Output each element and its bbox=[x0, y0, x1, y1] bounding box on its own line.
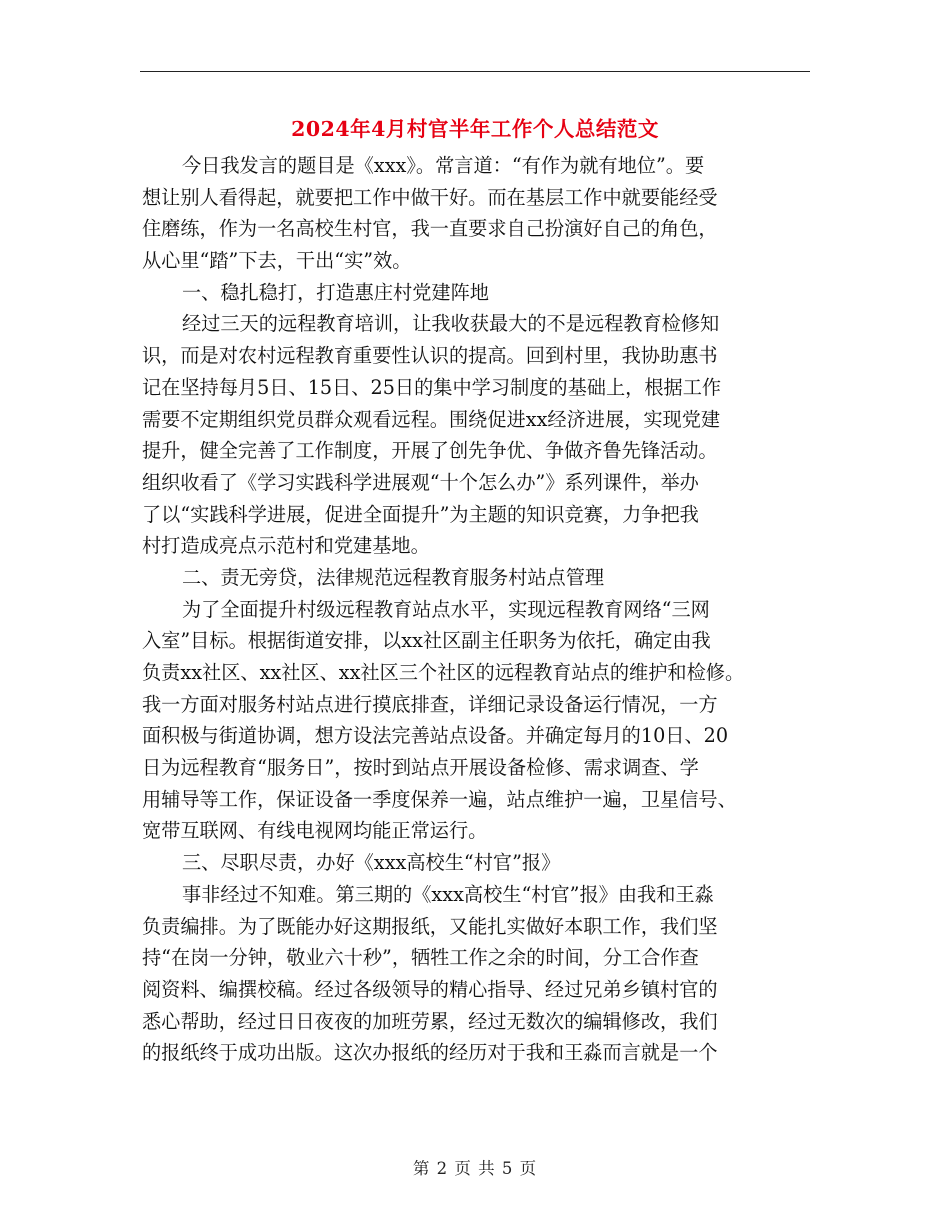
body-line: 组织收看了《学习实践科学进展观“十个怎么办”》系列课件，举办 bbox=[142, 470, 699, 494]
section-heading-3: 三、尽职尽责，办好《xxx高校生“村官”报》 bbox=[182, 851, 561, 875]
body-line: 我一方面对服务村站点进行摸底排查，详细记录设备运行情况，一方 bbox=[142, 692, 718, 716]
page-footer: 第 2 页 共 5 页 bbox=[412, 1159, 538, 1178]
body-line: 用辅导等工作，保证设备一季度保养一遍，站点维护一遍，卫星信号、 bbox=[142, 787, 737, 811]
body-line: 想让别人看得起，就要把工作中做干好。而在基层工作中就要能经受 bbox=[142, 185, 718, 209]
body-line: 了以“实践科学进展，促进全面提升”为主题的知识竞赛，力争把我 bbox=[142, 502, 699, 526]
body-line: 面积极与街道协调，想方设法完善站点设备。并确定每月的10日、20 bbox=[142, 724, 729, 748]
body-line: 经过三天的远程教育培训，让我收获最大的不是远程教育检修知 bbox=[182, 312, 720, 336]
body-line: 识，而是对农村远程教育重要性认识的提高。回到村里，我协助惠书 bbox=[142, 344, 718, 368]
document-body bbox=[142, 150, 812, 1069]
document-title: 2024年4月村官半年工作个人总结范文 bbox=[291, 117, 659, 141]
body-line: 今日我发言的题目是《xxx》。常言道：“有作为就有地位”。要 bbox=[182, 154, 705, 177]
body-line: 持“在岗一分钟，敬业六十秒”，牺牲工作之余的时间，分工合作查 bbox=[142, 946, 699, 970]
body-line: 阅资料、编撰校稿。经过各级领导的精心指导、经过兄弟乡镇村官的 bbox=[142, 977, 718, 1001]
body-line: 事非经过不知难。第三期的《xxx高校生“村官”报》由我和王淼 bbox=[182, 882, 714, 906]
body-line: 从心里“踏”下去，干出“实”效。 bbox=[142, 249, 412, 273]
body-line: 负责编排。为了既能办好这期报纸，又能扎实做好本职工作，我们坚 bbox=[142, 914, 718, 938]
body-line: 的报纸终于成功出版。这次办报纸的经历对于我和王淼而言就是一个 bbox=[142, 1041, 718, 1065]
body-line: 记在坚持每月5日、15日、25日的集中学习制度的基础上，根据工作 bbox=[142, 375, 722, 399]
header-rule bbox=[140, 71, 810, 72]
body-line: 住磨练，作为一名高校生村官，我一直要求自己扮演好自己的角色， bbox=[142, 217, 718, 241]
section-heading-1: 一、稳扎稳打，打造惠庄村党建阵地 bbox=[182, 280, 489, 304]
body-line: 为了全面提升村级远程教育站点水平，实现远程教育网络“三网 bbox=[182, 597, 710, 621]
body-line: 日为远程教育“服务日”，按时到站点开展设备检修、需求调查、学 bbox=[142, 756, 699, 780]
body-line: 宽带互联网、有线电视网均能正常运行。 bbox=[142, 819, 488, 843]
section-heading-2: 二、责无旁贷，法律规范远程教育服务村站点管理 bbox=[182, 565, 605, 589]
body-line: 村打造成亮点示范村和党建基地。 bbox=[142, 534, 430, 558]
body-line: 提升，健全完善了工作制度，开展了创先争优、争做齐鲁先锋活动。 bbox=[142, 439, 718, 463]
body-line: 负责xx社区、xx社区、xx社区三个社区的远程教育站点的维护和检修。 bbox=[142, 661, 745, 684]
body-line: 悉心帮助，经过日日夜夜的加班劳累，经过无数次的编辑修改，我们 bbox=[142, 1009, 718, 1033]
body-line: 入室”目标。根据街道安排，以xx社区副主任职务为依托，确定由我 bbox=[142, 629, 711, 653]
body-line: 需要不定期组织党员群众观看远程。围绕促进xx经济进展，实现党建 bbox=[142, 407, 721, 431]
